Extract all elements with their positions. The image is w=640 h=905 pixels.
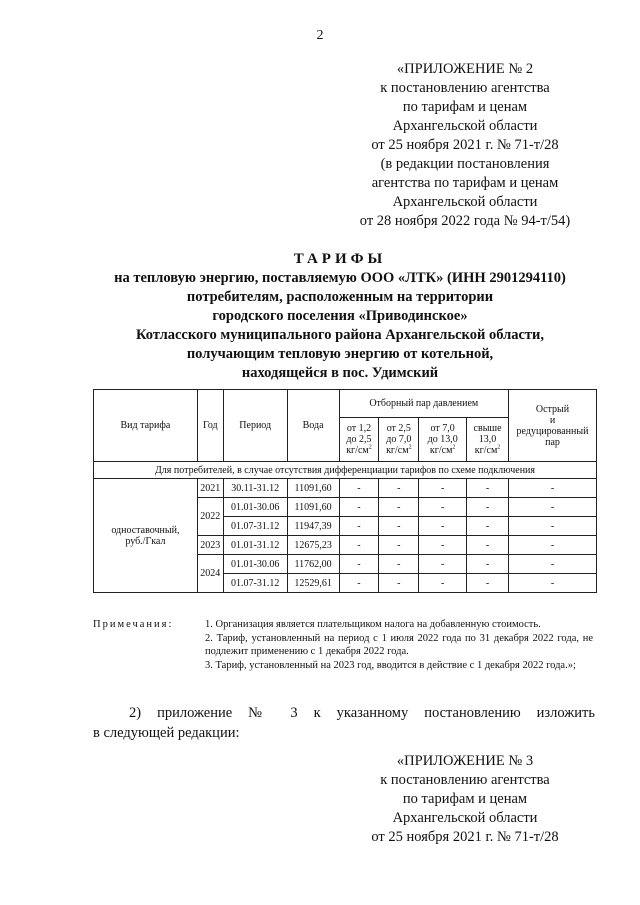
dash-cell: - bbox=[467, 574, 509, 593]
appendix-line: (в редакции постановления bbox=[380, 156, 550, 172]
appendix-line: к постановлению агентства bbox=[380, 80, 550, 96]
dash-cell: - bbox=[509, 555, 597, 574]
water-cell: 11762,00 bbox=[287, 555, 339, 574]
appendix-line: «ПРИЛОЖЕНИЕ № 2 bbox=[396, 61, 534, 77]
year-cell: 2024 bbox=[197, 555, 223, 593]
dash-cell: - bbox=[379, 536, 419, 555]
notes-label: Примечания: bbox=[93, 619, 174, 630]
dash-cell: - bbox=[467, 517, 509, 536]
amendment-paragraph bbox=[93, 703, 595, 743]
dash-cell: - bbox=[419, 555, 467, 574]
appendix-line: Архангельской области bbox=[392, 810, 538, 826]
header-water: Вода bbox=[287, 390, 339, 462]
appendix-line: по тарифам и ценам bbox=[402, 99, 528, 115]
appendix-line: «ПРИЛОЖЕНИЕ № 3 bbox=[396, 753, 534, 769]
year-cell: 2023 bbox=[197, 536, 223, 555]
dash-cell: - bbox=[339, 555, 379, 574]
appendix-line: по тарифам и ценам bbox=[402, 791, 528, 807]
dash-cell: - bbox=[379, 555, 419, 574]
period-cell: 01.01-31.12 bbox=[223, 536, 287, 555]
water-cell: 12675,23 bbox=[287, 536, 339, 555]
title-heading: ТАРИФЫ bbox=[293, 251, 387, 267]
header-steam-2: от 2,5 до 7,0 $кг/см^2$ bbox=[379, 418, 419, 462]
period-cell: 01.07-31.12 bbox=[223, 517, 287, 536]
period-cell: 01.01-30.06 bbox=[223, 498, 287, 517]
dash-cell: - bbox=[467, 479, 509, 498]
paragraph-line: в следующей редакции: bbox=[93, 725, 240, 741]
dash-cell: - bbox=[509, 517, 597, 536]
dash-cell: - bbox=[419, 517, 467, 536]
section-caption: Для потребителей, в случае отсутствия дифференциации тарифов по схеме подключения bbox=[94, 462, 597, 479]
dash-cell: - bbox=[467, 555, 509, 574]
appendix-line: Архангельской области bbox=[392, 118, 538, 134]
title-line: потребителям, расположенным на территории bbox=[186, 289, 494, 305]
water-cell: 11947,39 bbox=[287, 517, 339, 536]
dash-cell: - bbox=[339, 536, 379, 555]
appendix-line: от 28 ноября 2022 года № 94-т/54) bbox=[359, 213, 571, 229]
header-period: Период bbox=[223, 390, 287, 462]
header-steam-4: свыше 13,0 $кг/см^2$ bbox=[467, 418, 509, 462]
title-line: получающим тепловую энергию от котельной, bbox=[186, 346, 494, 362]
period-cell: 01.07-31.12 bbox=[223, 574, 287, 593]
appendix-line: от 25 ноября 2021 г. № 71-т/28 bbox=[371, 137, 559, 153]
tariff-table bbox=[93, 389, 597, 593]
note-item: 2. Тариф, установленный на период с 1 июля 2022 года по 31 декабря 2022 года, не подлежит применению с 1 декабря 2022 года. bbox=[205, 633, 593, 657]
water-cell: 12529,61 bbox=[287, 574, 339, 593]
dash-cell: - bbox=[379, 498, 419, 517]
dash-cell: - bbox=[467, 536, 509, 555]
dash-cell: - bbox=[419, 479, 467, 498]
note-item: 1. Организация является плательщиком налога на добавленную стоимость. bbox=[205, 619, 541, 630]
header-steam-3: от 7,0 до 13,0 $кг/см^2$ bbox=[419, 418, 467, 462]
period-cell: 01.01-30.06 bbox=[223, 555, 287, 574]
dash-cell: - bbox=[379, 479, 419, 498]
year-cell: 2021 bbox=[197, 479, 223, 498]
dash-cell: - bbox=[379, 517, 419, 536]
paragraph-line: 2) приложение № 3 к указанному постановлению изложить bbox=[129, 705, 595, 721]
header-steam-1: от 1,2 до 2,5 $кг/см^2$ bbox=[339, 418, 379, 462]
dash-cell: - bbox=[419, 498, 467, 517]
dash-cell: - bbox=[339, 498, 379, 517]
dash-cell: - bbox=[419, 536, 467, 555]
table-row bbox=[94, 479, 597, 498]
document-title bbox=[90, 250, 590, 383]
appendix-line: к постановлению агентства bbox=[380, 772, 550, 788]
period-cell: 30.11-31.12 bbox=[223, 479, 287, 498]
header-year: Год bbox=[197, 390, 223, 462]
dash-cell: - bbox=[509, 498, 597, 517]
dash-cell: - bbox=[509, 479, 597, 498]
title-line: Котласского муниципального района Архангельской области, bbox=[135, 327, 545, 343]
header-sharp-steam: Острый и редуцированный пар bbox=[509, 390, 597, 462]
appendix-3-heading bbox=[320, 752, 610, 847]
dash-cell: - bbox=[339, 574, 379, 593]
appendix-line: агентства по тарифам и ценам bbox=[371, 175, 559, 191]
header-tariff-type: Вид тарифа bbox=[94, 390, 198, 462]
tariff-type-cell: одноставочный, руб./Гкал bbox=[94, 479, 198, 593]
appendix-line: Архангельской области bbox=[392, 194, 538, 210]
dash-cell: - bbox=[339, 517, 379, 536]
dash-cell: - bbox=[509, 574, 597, 593]
title-line: на тепловую энергию, поставляемую ООО «ЛТК» (ИНН 2901294110) bbox=[114, 270, 566, 286]
title-line: городского поселения «Приводинское» bbox=[212, 308, 468, 324]
water-cell: 11091,60 bbox=[287, 498, 339, 517]
year-cell: 2022 bbox=[197, 498, 223, 536]
header-steam: Отборный пар давлением bbox=[339, 390, 508, 418]
dash-cell: - bbox=[509, 536, 597, 555]
title-line: находящейся в пос. Удимский bbox=[241, 365, 439, 381]
dash-cell: - bbox=[339, 479, 379, 498]
appendix-2-heading bbox=[320, 60, 610, 231]
dash-cell: - bbox=[467, 498, 509, 517]
page-number: 2 bbox=[316, 28, 324, 43]
note-item: 3. Тариф, установленный на 2023 год, вводится в действие с 1 декабря 2022 года.»; bbox=[205, 660, 576, 671]
water-cell: 11091,60 bbox=[287, 479, 339, 498]
dash-cell: - bbox=[379, 574, 419, 593]
appendix-line: от 25 ноября 2021 г. № 71-т/28 bbox=[371, 829, 559, 845]
dash-cell: - bbox=[419, 574, 467, 593]
